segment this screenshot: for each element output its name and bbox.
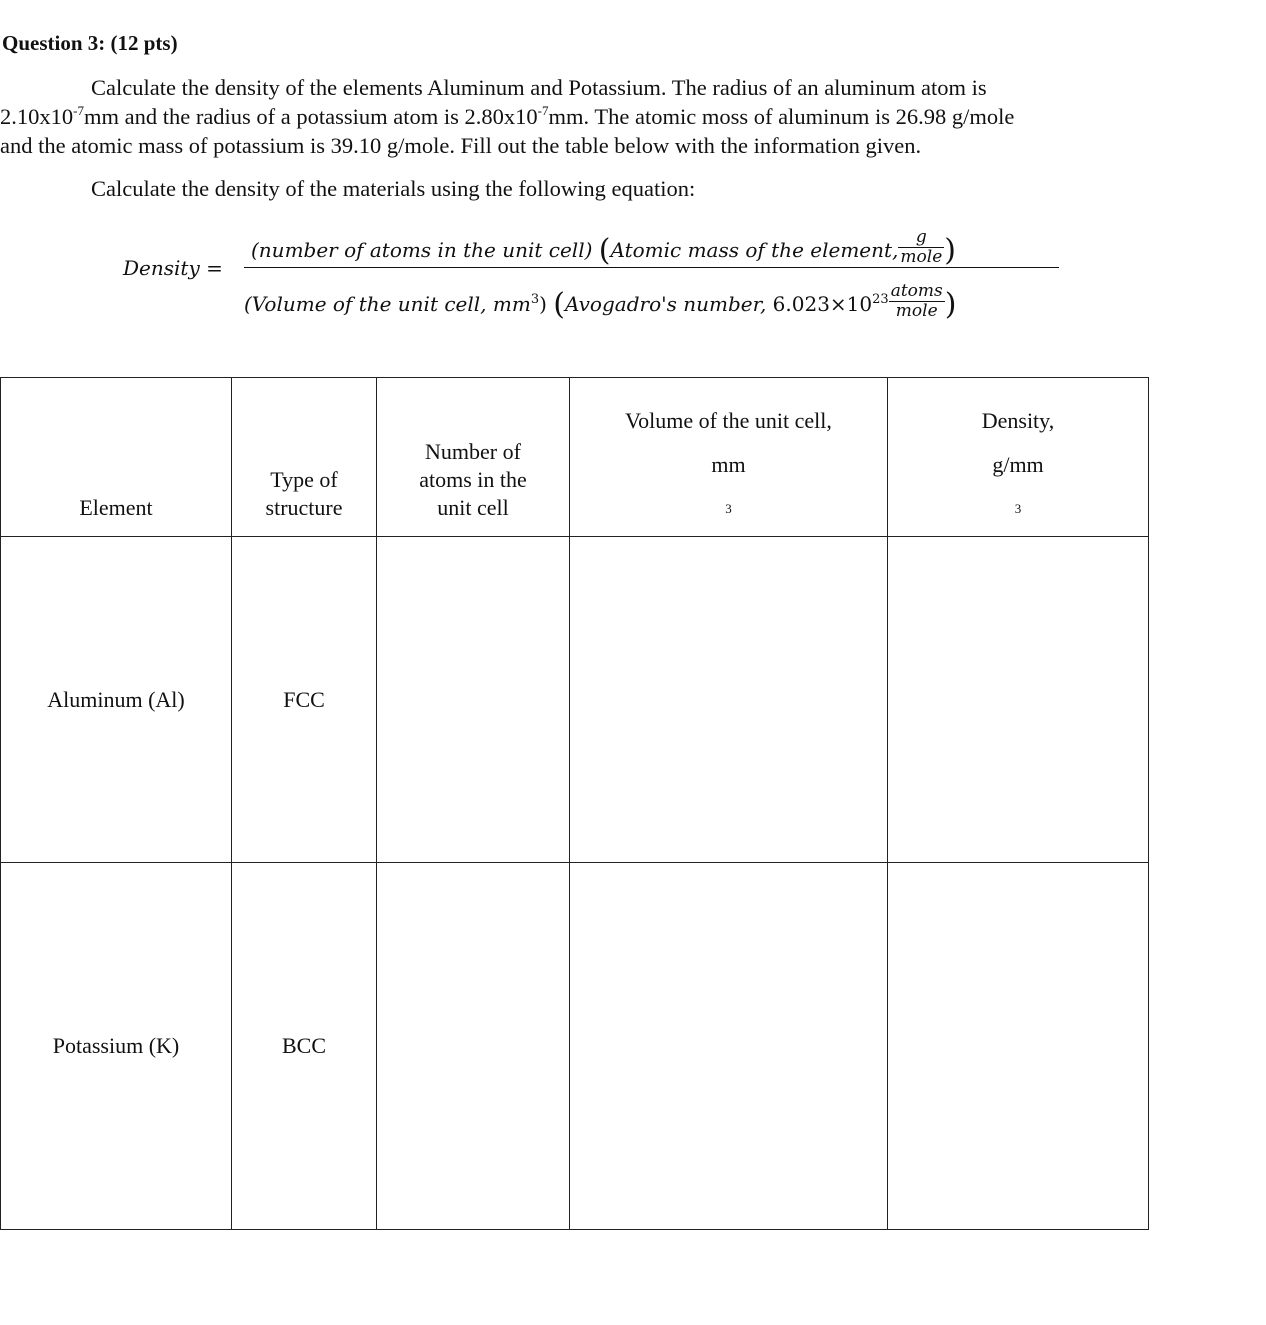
denominator-unit-fraction: $\frac{\text{atoms}}{\text{mole}}$ xyxy=(890,281,943,321)
paragraph-line-1: Calculate the density of the elements Aluminum and Potassium. The radius of an aluminum atom is xyxy=(91,75,987,100)
row-structure: BCC xyxy=(232,863,377,1230)
row-density-cell[interactable] xyxy=(888,537,1149,863)
avogadro-value: 6.023×10 xyxy=(772,292,873,316)
question-paragraph xyxy=(0,73,1180,160)
table-row xyxy=(1,863,1149,1230)
header-atoms: Number of atoms in the unit cell xyxy=(377,378,570,537)
row-volume-cell[interactable] xyxy=(570,863,888,1230)
table-header-row xyxy=(1,378,1149,537)
row-element: Aluminum (Al) xyxy=(1,537,232,863)
header-density: Density, g/mm 3 xyxy=(888,378,1149,537)
table-row xyxy=(1,537,1149,863)
numerator-mass-term: Atomic mass of the element, xyxy=(610,238,899,262)
paragraph-line-2 xyxy=(0,102,1180,131)
avogadro-exponent: 23 xyxy=(872,292,889,307)
paragraph-line-3: and the atomic mass of potassium is 39.10 g/mole. Fill out the table below with the information given. xyxy=(0,133,922,158)
al-radius-mantissa: 2.10x10 xyxy=(0,104,74,129)
numerator-unit-fraction: $\frac{g}{\text{mole}}$ xyxy=(900,227,943,267)
row-element: Potassium (K) xyxy=(1,863,232,1230)
fraction-bar xyxy=(244,267,1059,268)
density-formula xyxy=(0,218,1100,328)
instruction-text: Calculate the density of the materials using the following equation: xyxy=(91,176,696,201)
question-heading: Question 3: (12 pts) xyxy=(2,31,178,55)
row-atoms-cell[interactable] xyxy=(377,863,570,1230)
header-structure: Type of structure xyxy=(232,378,377,537)
formula-numerator: (number of atoms in the unit cell) (Atomic mass of the element, $\frac{g}{\text{mole}}$ ) xyxy=(251,227,956,268)
row-volume-cell[interactable] xyxy=(570,537,888,863)
header-element: Element xyxy=(1,378,232,537)
denominator-avogadro-term: Avogadro's number, xyxy=(565,292,767,316)
formula-lhs: Density = xyxy=(123,256,223,280)
row-atoms-cell[interactable] xyxy=(377,537,570,863)
numerator-atoms-term: (number of atoms in the unit cell) xyxy=(251,238,593,262)
row-structure: FCC xyxy=(232,537,377,863)
k-radius-exponent: -7 xyxy=(537,103,549,118)
formula-denominator: (Volume of the unit cell, $mm^3$) (Avogadro's number, $6.023\times 10^{23}$ $\frac{\text{atoms}}{\text{mole}}$ ) xyxy=(244,281,957,322)
paragraph-line-2-end: mm. The atomic moss of aluminum is 26.98 g/mole xyxy=(548,104,1015,129)
density-table xyxy=(0,377,1149,1230)
row-density-cell[interactable] xyxy=(888,863,1149,1230)
paragraph-line-2-mid: mm and the radius of a potassium atom is 2.80x10 xyxy=(83,104,538,129)
header-volume: Volume of the unit cell, mm 3 xyxy=(570,378,888,537)
al-radius-exponent: -7 xyxy=(73,103,84,118)
denominator-volume-term: (Volume of the unit cell, mm xyxy=(244,292,531,316)
